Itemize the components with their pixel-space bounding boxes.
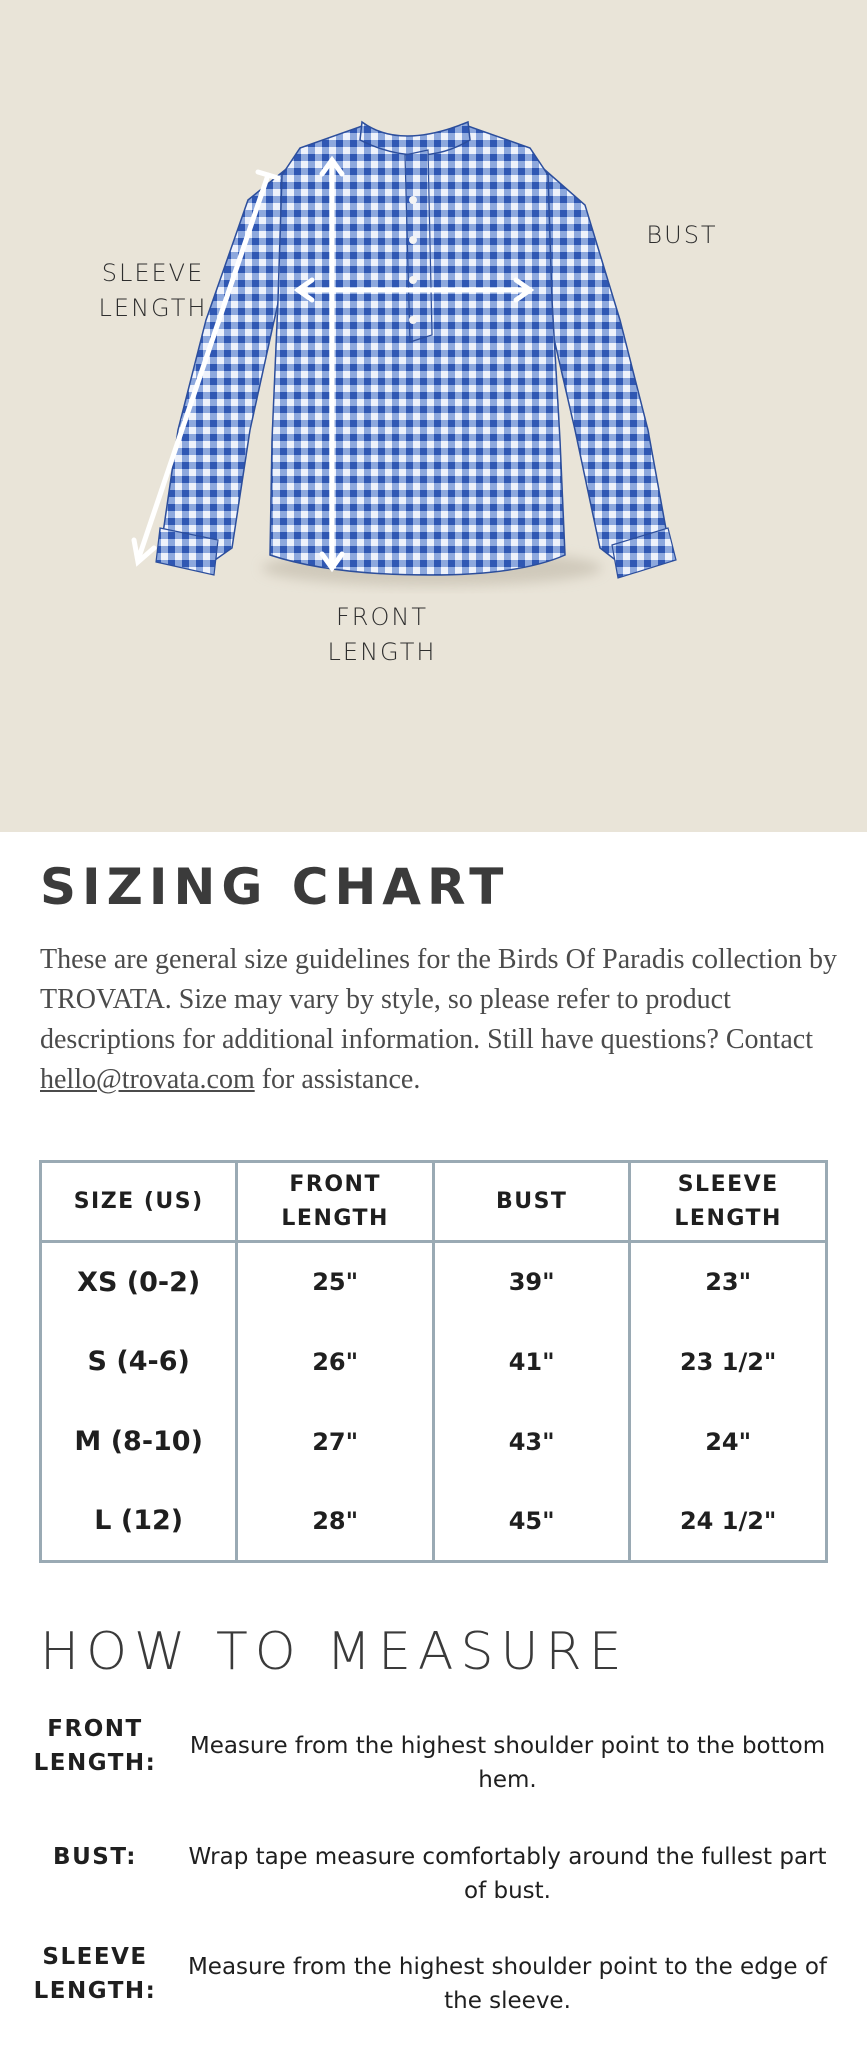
table-row (41, 1322, 827, 1402)
header-size (41, 1162, 237, 1242)
size-cell: XS (0-2) (41, 1242, 237, 1322)
measure-label (20, 1940, 170, 2008)
size-cell: L (12) (41, 1482, 237, 1562)
measure-label-line2: LENGTH: (33, 1750, 157, 1776)
header-front-line1: FRONT (289, 1171, 381, 1197)
measure-label-line1: FRONT (47, 1716, 143, 1742)
product-hero-image (0, 0, 867, 832)
measure-label (20, 1840, 170, 1874)
bust-cell: 45" (433, 1482, 629, 1562)
table-header-row (41, 1162, 827, 1242)
sleeve-length-cell: 23 1/2" (630, 1322, 827, 1402)
header-bust (433, 1162, 629, 1242)
front-length-label-line1: FRONT (336, 603, 428, 631)
size-table (39, 1160, 828, 1563)
table-row (41, 1242, 827, 1322)
measure-label (20, 1712, 170, 1780)
front-length-label (312, 600, 452, 670)
header-size-text: SIZE (US) (73, 1188, 204, 1214)
header-front-line2: LENGTH (281, 1205, 389, 1231)
measure-item-front-length (20, 1712, 840, 1793)
bust-label: BUST (646, 221, 718, 249)
header-bust-text: BUST (495, 1188, 568, 1214)
size-cell: S (4-6) (41, 1322, 237, 1402)
sizing-chart-title: SIZING CHART (40, 858, 510, 916)
size-cell: M (8-10) (41, 1402, 237, 1482)
measure-item-bust (20, 1840, 840, 1910)
sleeve-length-label (88, 256, 218, 326)
sizing-intro-paragraph (40, 940, 840, 1100)
front-length-label-line2: LENGTH (327, 638, 437, 666)
table-row (41, 1402, 827, 1482)
bust-cell: 41" (433, 1322, 629, 1402)
measure-label-line1: BUST: (53, 1844, 137, 1870)
header-sleeve-length (630, 1162, 827, 1242)
sleeve-length-cell: 24 1/2" (630, 1482, 827, 1562)
measure-item-sleeve-length (20, 1940, 840, 2014)
sleeve-length-cell: 24" (630, 1402, 827, 1482)
bust-cell: 43" (433, 1402, 629, 1482)
sleeve-length-cell: 23" (630, 1242, 827, 1322)
header-front-length (237, 1162, 434, 1242)
front-length-cell: 28" (237, 1482, 434, 1562)
bust-cell: 39" (433, 1242, 629, 1322)
sleeve-length-label-line1: SLEEVE (101, 259, 205, 287)
front-length-cell: 26" (237, 1322, 434, 1402)
measure-text: Measure from the highest shoulder point to the bottom hem. (189, 1733, 826, 1793)
front-length-cell: 27" (237, 1402, 434, 1482)
sleeve-length-label-line2: LENGTH (98, 294, 208, 322)
how-to-measure-title: HOW TO MEASURE (40, 1622, 629, 1682)
measure-text: Measure from the highest shoulder point to the edge of the sleeve. (187, 1954, 828, 2014)
header-sleeve-line2: LENGTH (674, 1205, 782, 1231)
table-row (41, 1482, 827, 1562)
measure-label-line1: SLEEVE (42, 1944, 148, 1970)
contact-email-link[interactable]: hello@trovata.com (40, 1064, 255, 1095)
front-length-cell: 25" (237, 1242, 434, 1322)
intro-suffix: for assistance. (254, 1064, 421, 1095)
measure-label-line2: LENGTH: (33, 1978, 157, 2004)
intro-text: These are general size guidelines for the Birds Of Paradis collection by TROVATA. Size may vary by style, so please refer to product descriptions for additional information. Still have questions? Contact (40, 944, 837, 1055)
measure-text: Wrap tape measure comfortably around the fullest part of bust. (188, 1844, 827, 1904)
shirt-illustration (0, 0, 867, 832)
header-sleeve-line1: SLEEVE (677, 1171, 779, 1197)
